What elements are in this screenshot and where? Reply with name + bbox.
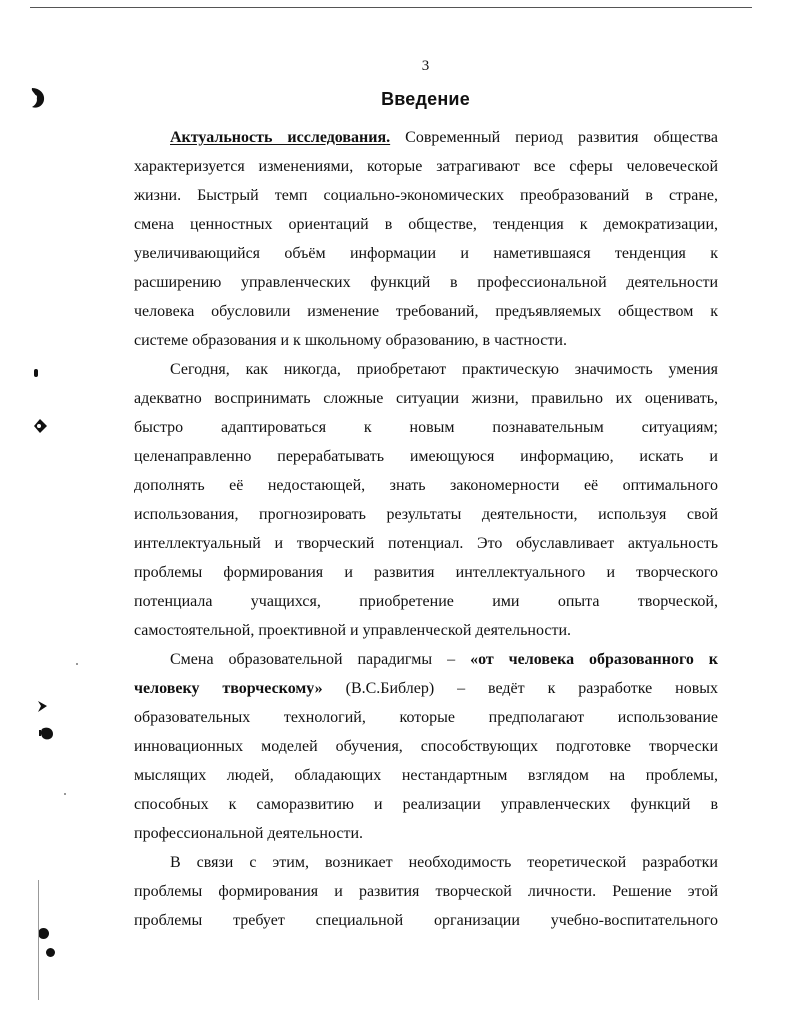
scan-artifact-hole: [38, 928, 49, 939]
text-line: проблемы формирования и развития интеллектуального и творческого: [134, 564, 718, 581]
text-line: образовательных технологий, которые предполагают использование: [134, 709, 718, 726]
text-line: проблемы требует специальной организации учебно-воспитательного: [134, 912, 718, 929]
text-line: использования, прогнозировать результаты деятельности, используя свой: [134, 506, 718, 523]
relevance-lead: Актуальность исследования.: [170, 129, 391, 146]
paradigm-quote-end: человеку творческому»: [134, 680, 323, 697]
text-line: характеризуется изменениями, которые затрагивают все сферы человеческой: [134, 158, 718, 175]
text-line: смена ценностных ориентаций в обществе, тенденция к демократизации,: [134, 216, 718, 233]
text-line: системе образования и к школьному образованию, в частности.: [134, 332, 567, 349]
scan-artifact-hole: [46, 948, 55, 957]
text-line: Сегодня, как никогда, приобретают практическую значимость умения: [170, 361, 718, 378]
text-line: увеличивающийся объём информации и наметившаяся тенденция к: [134, 245, 718, 262]
text-line: дополнять её недостающей, знать закономерности её оптимального: [134, 477, 718, 494]
scan-artifact-speck: [36, 700, 50, 714]
text-line: Актуальность исследования. Современный период развития общества: [170, 129, 718, 146]
text-line: способных к саморазвитию и реализации управленческих функций в: [134, 796, 718, 813]
body-text: [134, 123, 718, 935]
paragraph-paradigm: [134, 645, 718, 848]
scan-artifact-hole: [38, 726, 56, 742]
scan-artifact-dot: [64, 793, 66, 795]
text-line: человеку творческому» (В.С.Библер) – ведёт к разработке новых: [134, 680, 718, 697]
scan-artifact-hole: [26, 86, 48, 110]
top-border-rule: [30, 7, 752, 8]
paragraph-relevance: [134, 123, 718, 355]
text-line: человека обусловили изменение требований, предъявляемых обществом к: [134, 303, 718, 320]
text-line: целенаправленно перерабатывать имеющуюся информацию, искать и: [134, 448, 718, 465]
text-line: проблемы формирования и развития творческой личности. Решение этой: [134, 883, 718, 900]
scan-artifact-dot: [76, 663, 78, 665]
text-line: адекватно воспринимать сложные ситуации жизни, правильно их оценивать,: [134, 390, 718, 407]
text-line: быстро адаптироваться к новым познавательным ситуациям;: [134, 419, 718, 436]
paragraph-necessity: [134, 848, 718, 935]
scan-artifact-line: [38, 880, 39, 1000]
scan-artifact-hole: [32, 418, 48, 434]
text-line: расширению управленческих функций в профессиональной деятельности: [134, 274, 718, 291]
text-line: интеллектуальный и творческий потенциал. Это обуславливает актуальность: [134, 535, 718, 552]
page-number: 3: [421, 58, 430, 74]
text-line: В связи с этим, возникает необходимость теоретической разработки: [170, 854, 718, 871]
scan-artifact-speck: [34, 369, 38, 377]
paradigm-quote: «от человека образованного к: [470, 651, 718, 668]
text-line: профессиональной деятельности.: [134, 825, 363, 842]
text-line: жизни. Быстрый темп социально-экономических преобразований в стране,: [134, 187, 718, 204]
text-line: Смена образовательной парадигмы – «от человека образованного к: [170, 651, 718, 668]
section-heading: Введение: [381, 89, 470, 109]
text-line: потенциала учащихся, приобретение ими опыта творческой,: [134, 593, 718, 610]
text-line: самостоятельной, проективной и управленческой деятельности.: [134, 622, 571, 639]
text-line: инновационных моделей обучения, способствующих подготовке творчески: [134, 738, 718, 755]
paragraph-skills: [134, 355, 718, 645]
text-line: мыслящих людей, обладающих нестандартным взглядом на проблемы,: [134, 767, 718, 784]
